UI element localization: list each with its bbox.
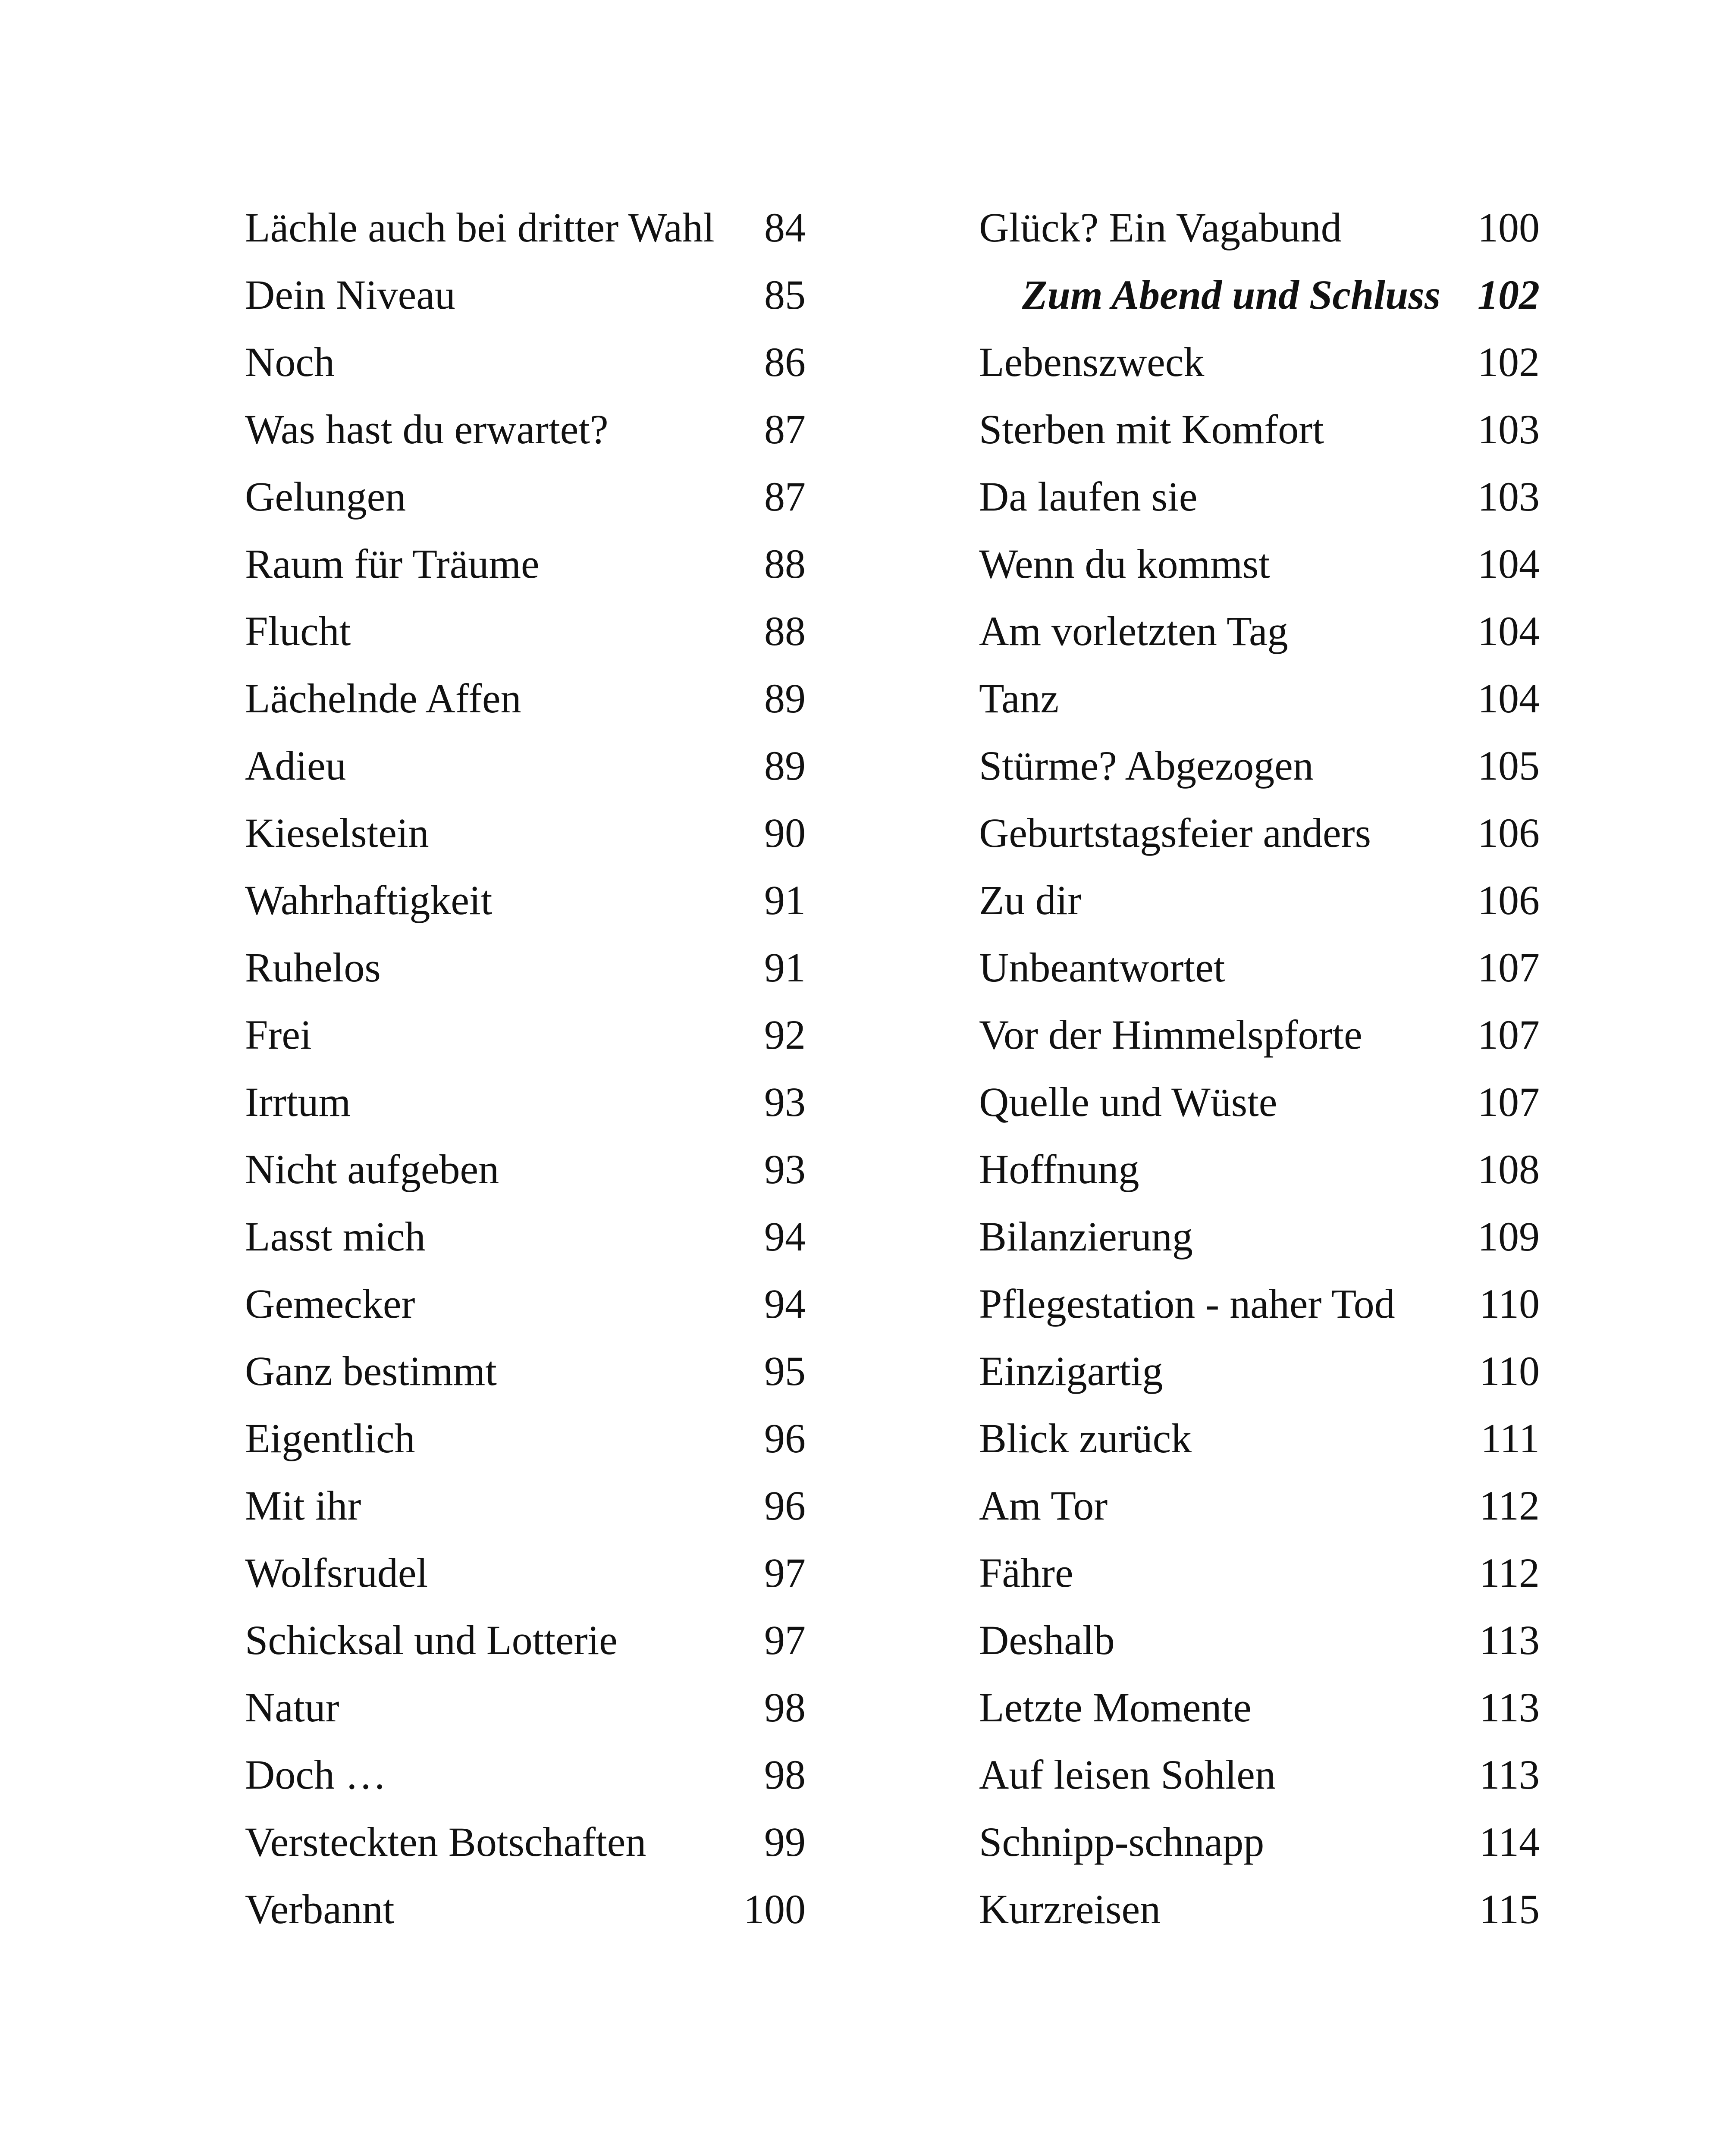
toc-entry-title: Unbeantwortet <box>979 944 1225 990</box>
toc-entry-title: Flucht <box>245 608 351 654</box>
toc-entry <box>245 1741 806 1808</box>
toc-entry <box>979 1741 1540 1808</box>
toc-entry-title: Einzigartig <box>979 1348 1163 1394</box>
toc-entry-title: Deshalb <box>979 1617 1115 1663</box>
toc-page-number: 107 <box>1478 944 1540 990</box>
toc-entry-title: Dein Niveau <box>245 272 455 318</box>
toc-entry-title: Lasst mich <box>245 1213 426 1260</box>
toc-entry-title: Schnipp-schnapp <box>979 1819 1264 1865</box>
toc-entry-title: Raum für Träume <box>245 541 540 587</box>
toc-page-number: 96 <box>764 1482 806 1529</box>
toc-entry <box>979 1539 1540 1607</box>
toc-page-number: 115 <box>1479 1886 1540 1932</box>
toc-entry-title: Geburtstagsfeier anders <box>979 810 1371 856</box>
toc-entry-title: Hoffnung <box>979 1146 1139 1192</box>
toc-page-number: 96 <box>764 1415 806 1461</box>
toc-entry <box>979 665 1540 732</box>
toc-entry <box>979 934 1540 1001</box>
toc-entry <box>245 1674 806 1741</box>
toc-entry <box>245 1338 806 1405</box>
toc-entry <box>245 867 806 934</box>
toc-entry-title: Ruhelos <box>245 944 381 990</box>
toc-entry <box>245 1203 806 1270</box>
toc-entry <box>245 396 806 463</box>
toc-entry <box>245 1539 806 1607</box>
toc-entry <box>245 1001 806 1069</box>
toc-entry <box>979 1876 1540 1943</box>
toc-entry-title: Sterben mit Komfort <box>979 406 1324 452</box>
toc-page-number: 105 <box>1478 743 1540 789</box>
toc-entry <box>245 665 806 732</box>
toc-page-number: 91 <box>764 877 806 923</box>
toc-page-number: 103 <box>1478 406 1540 452</box>
toc-entry <box>979 1069 1540 1136</box>
toc-entry-title: Blick zurück <box>979 1415 1192 1461</box>
toc-entry-title: Ganz bestimmt <box>245 1348 497 1394</box>
toc-entry <box>245 1876 806 1943</box>
toc-entry <box>979 598 1540 665</box>
toc-entry-title: Versteckten Botschaften <box>245 1819 646 1865</box>
toc-entry <box>979 1808 1540 1876</box>
toc-entry-title: Fähre <box>979 1550 1073 1596</box>
toc-entry-title: Auf leisen Sohlen <box>979 1752 1276 1798</box>
toc-entry-title: Gemecker <box>245 1281 415 1327</box>
toc-entry <box>979 1136 1540 1203</box>
toc-entry-title: Bilanzierung <box>979 1213 1193 1260</box>
toc-page-number: 107 <box>1478 1079 1540 1125</box>
toc-page-number: 110 <box>1479 1348 1540 1394</box>
toc-entry <box>245 799 806 867</box>
toc-page-number: 103 <box>1478 473 1540 520</box>
toc-entry <box>245 261 806 329</box>
toc-page-number: 87 <box>764 406 806 452</box>
toc-entry-title: Am vorletzten Tag <box>979 608 1288 654</box>
toc-entry-title: Wenn du kommst <box>979 541 1270 587</box>
toc-entry <box>979 732 1540 799</box>
toc-page-number: 94 <box>764 1281 806 1327</box>
toc-entry <box>245 1069 806 1136</box>
toc-page-number: 106 <box>1478 877 1540 923</box>
toc-entry-title: Tanz <box>979 675 1059 721</box>
toc-page-number: 98 <box>764 1752 806 1798</box>
toc-entry-title: Irrtum <box>245 1079 351 1125</box>
toc-entry <box>979 194 1540 261</box>
toc-page-number: 104 <box>1478 608 1540 654</box>
toc-entry-title: Mit ihr <box>245 1482 361 1529</box>
toc-entry <box>245 1136 806 1203</box>
toc-page-number: 88 <box>764 608 806 654</box>
toc-page-number: 93 <box>764 1146 806 1192</box>
toc-page-number: 100 <box>1478 204 1540 251</box>
toc-entry-title: Pflegestation - naher Tod <box>979 1281 1395 1327</box>
toc-page-number: 84 <box>764 204 806 251</box>
toc-entry <box>979 463 1540 530</box>
toc-page-number: 95 <box>764 1348 806 1394</box>
toc-entry <box>245 732 806 799</box>
toc-entry <box>979 1607 1540 1674</box>
toc-entry <box>245 1808 806 1876</box>
toc-entry-title: Eigentlich <box>245 1415 415 1461</box>
toc-entry-title: Natur <box>245 1684 339 1730</box>
toc-entry <box>979 1203 1540 1270</box>
toc-page-number: 90 <box>764 810 806 856</box>
toc-entry <box>245 530 806 598</box>
toc-entry-title: Quelle und Wüste <box>979 1079 1277 1125</box>
toc-entry-title: Lächelnde Affen <box>245 675 521 721</box>
toc-entry <box>979 799 1540 867</box>
toc-entry <box>979 396 1540 463</box>
toc-entry-title: Lebenszweck <box>979 339 1205 385</box>
toc-entry-title: Kurzreisen <box>979 1886 1161 1932</box>
toc-entry <box>979 867 1540 934</box>
toc-entry <box>245 194 806 261</box>
toc-entry <box>979 1472 1540 1539</box>
toc-page-number: 97 <box>764 1617 806 1663</box>
toc-entry-title: Am Tor <box>979 1482 1108 1529</box>
toc-page-number: 109 <box>1478 1213 1540 1260</box>
toc-entry-title: Adieu <box>245 743 346 789</box>
toc-column-right <box>979 194 1540 1943</box>
toc-entry <box>245 598 806 665</box>
toc-entry-title: Lächle auch bei dritter Wahl <box>245 204 715 251</box>
toc-entry <box>979 1674 1540 1741</box>
toc-page-number: 86 <box>764 339 806 385</box>
toc-page-number: 99 <box>764 1819 806 1865</box>
toc-entry <box>979 1001 1540 1069</box>
toc-entry <box>979 1270 1540 1338</box>
toc-page-number: 112 <box>1479 1550 1540 1596</box>
toc-page-number: 110 <box>1479 1281 1540 1327</box>
toc-entry <box>979 530 1540 598</box>
toc-entry-title: Gelungen <box>245 473 406 520</box>
toc-page-number: 106 <box>1478 810 1540 856</box>
toc-page-number: 88 <box>764 541 806 587</box>
toc-entry <box>979 329 1540 396</box>
toc-entry <box>245 1405 806 1472</box>
toc-entry-title: Was hast du erwartet? <box>245 406 609 452</box>
toc-entry <box>245 934 806 1001</box>
toc-entry-title: Nicht aufgeben <box>245 1146 499 1192</box>
toc-entry-title: Doch … <box>245 1752 386 1798</box>
toc-entry-title: Frei <box>245 1012 312 1058</box>
toc-page-number: 113 <box>1479 1617 1540 1663</box>
toc-page-number: 89 <box>764 743 806 789</box>
toc-page-number: 100 <box>744 1886 806 1932</box>
toc-entry <box>245 1607 806 1674</box>
toc-page-number: 112 <box>1479 1482 1540 1529</box>
toc-page-number: 113 <box>1479 1684 1540 1730</box>
toc-entry-title: Verbannt <box>245 1886 395 1932</box>
toc-entry-title: Wolfsrudel <box>245 1550 428 1596</box>
toc-entry <box>245 329 806 396</box>
toc-entry <box>979 1405 1540 1472</box>
toc-entry-title: Wahrhaftigkeit <box>245 877 493 923</box>
toc-entry-title: Glück? Ein Vagabund <box>979 204 1342 251</box>
toc-column-left <box>245 194 806 1943</box>
toc-page-number: 114 <box>1479 1819 1540 1865</box>
toc-entry <box>979 1338 1540 1405</box>
toc-page-number: 102 <box>1478 339 1540 385</box>
toc-page-number: 92 <box>764 1012 806 1058</box>
toc-entry-title: Zu dir <box>979 877 1082 923</box>
toc-entry-title: Da laufen sie <box>979 473 1198 520</box>
toc-page-number: 93 <box>764 1079 806 1125</box>
toc-entry <box>245 463 806 530</box>
toc-entry-title: Vor der Himmelspforte <box>979 1012 1362 1058</box>
toc-section-heading <box>979 261 1540 329</box>
toc-page-number: 89 <box>764 675 806 721</box>
toc-page-number: 113 <box>1479 1752 1540 1798</box>
toc-entry-title: Letzte Momente <box>979 1684 1252 1730</box>
toc-entry <box>245 1270 806 1338</box>
toc-page-number: 107 <box>1478 1012 1540 1058</box>
toc-entry <box>245 1472 806 1539</box>
toc-entry-title: Schicksal und Lotterie <box>245 1617 618 1663</box>
toc-page-number: 104 <box>1478 675 1540 721</box>
toc-section-title: Zum Abend und Schluss <box>1022 272 1441 318</box>
toc-entry-title: Noch <box>245 339 335 385</box>
toc-entry-title: Kieselstein <box>245 810 429 856</box>
toc-page-number: 108 <box>1478 1146 1540 1192</box>
toc-page-number: 91 <box>764 944 806 990</box>
toc-page-number: 102 <box>1478 272 1540 318</box>
toc-page-number: 98 <box>764 1684 806 1730</box>
toc-entry-title: Stürme? Abgezogen <box>979 743 1314 789</box>
toc-page-number: 104 <box>1478 541 1540 587</box>
toc-page-number: 87 <box>764 473 806 520</box>
toc-page-number: 85 <box>764 272 806 318</box>
toc-page-number: 94 <box>764 1213 806 1260</box>
toc-page-number: 111 <box>1481 1415 1540 1461</box>
toc-page-number: 97 <box>764 1550 806 1596</box>
